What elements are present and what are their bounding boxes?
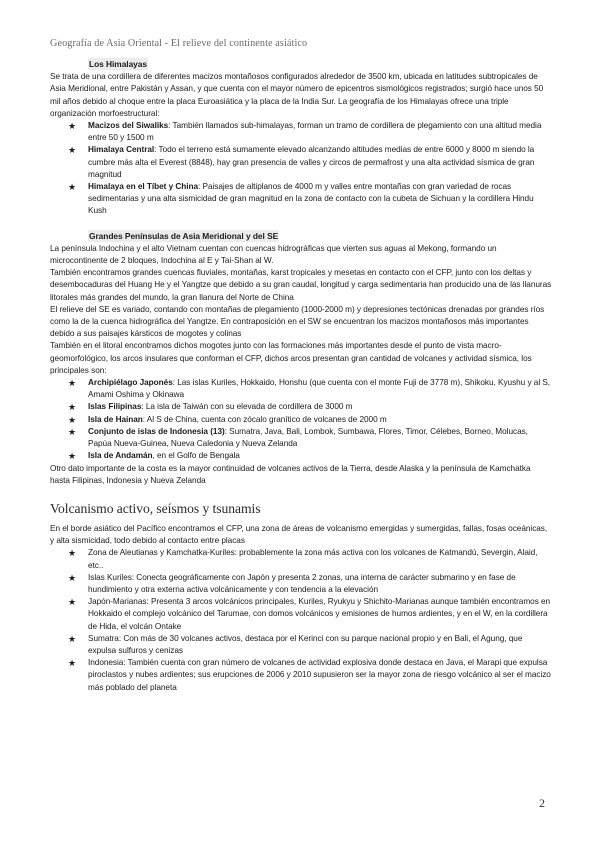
star-icon: ★ [68, 633, 77, 644]
list-item-text: : Las islas Kuriles, Hokkaido, Honshu (que cuenta con el monte Fuji de 3778 m), Shikoku, Kyushu y al S, Amami Oshima y Okinawa [88, 378, 551, 400]
list-item-text: : También llamados sub-himalayas, forman un tramo de cordillera de plegamiento con una altitud media entre 50 y 1500 m [88, 121, 542, 143]
list-item [50, 414, 552, 426]
paragraph: También en el litoral encontramos dichos mogotes junto con las formaciones más importantes desde el punto de vista macro-geomorfológico, los arcos insulares que conforman el CFP, dichos arcos presentan gran cantidad de volcanes y actividad sísmica, los principales son: [50, 341, 532, 375]
list-item [50, 596, 552, 633]
islands-list [50, 377, 552, 462]
list-item [50, 426, 552, 450]
list-item [50, 633, 552, 657]
page-content [50, 58, 552, 694]
star-icon: ★ [68, 414, 77, 425]
star-icon: ★ [68, 597, 77, 608]
list-item [50, 450, 552, 462]
list-item-text: : Paisajes de altiplanos de 4000 m y valles entre montañas con gran variedad de rocas sedimentarias y una alta sismicidad de gran magnitud en la zona de contacto con la cubeta de Sichuan y la cordillera Hindu Kush [88, 182, 534, 216]
list-item-term: Isla de Hainan [88, 414, 143, 424]
closing-paragraph: Otro dato importante de la costa es la mayor continuidad de volcanes activos de la Tierra, desde Alaska y la península de Kamchatka hasta Filipinas, Indonesia y Nueva Zelanda [50, 463, 531, 485]
section-heading-volcanism: Volcanismo activo, seísmos y tsunamis [50, 500, 261, 516]
list-item-text: : Al S de China, cuenta con zócalo granítico de volcanes de 2000 m [142, 414, 387, 424]
list-item [50, 657, 552, 694]
star-icon: ★ [68, 548, 77, 559]
star-icon: ★ [68, 658, 77, 669]
himalayas-intro: Se trata de una cordillera de diferentes macizos montañosos configurados alrededor de 3500 km, ubicada en latitudes subtropicales de Asia Meridional, entre Pakistán y Assan, y que cuenta con el mayor número de epicentros sismológicos registrados; surgió hace unos 50 mil años debido al choque entre la placa Euroasiática y la placa de la India Sur. La geografía de los Himalayas ofrece una triple organización morfoestructural: [50, 72, 544, 118]
list-item-text: , en el Golfo de Bengala [152, 451, 240, 461]
list-item-text: Zona de Aleutianas y Kamchatka-Kuriles: probablemente la zona más activa con los volcanes de Katmandú, Severgin, Alaid, etc.. [88, 548, 538, 570]
list-item-text: Japón-Marianas: Presenta 3 arcos volcánicos principales, Kuriles, Ryukyu y Shichito-Marianas aunque también encontramos en Hokkaido el complejo volcánico del Tarumae, con domos volcánicos y emisiones de humos ardientes, y en el W, en la cordillera de Hida, el volcán Ontake [88, 597, 551, 631]
star-icon: ★ [68, 451, 77, 462]
section-title-peninsulas: Grandes Penínsulas de Asia Meridional y del SE [89, 230, 279, 241]
star-icon: ★ [68, 378, 77, 389]
star-icon: ★ [68, 402, 77, 413]
list-item-text: Sumatra: Con más de 30 volcanes activos, destaca por el Kerinci con su parque nacional propio y en Bali, el Agung, que expulsa sulfuros y cenizas [88, 633, 523, 655]
list-item-term: Himalaya en el Tíbet y China [88, 182, 199, 192]
list-item-term: Archipiélago Japonés [88, 378, 173, 388]
list-item-text: Islas Kuriles: Conecta geográficamente con Japón y presenta 2 zonas, una interna de carácter submarino y en fase de hundimiento y otra externa activa volcánicamente y con tendencia a la elevación [88, 572, 516, 594]
section-volcanism [50, 501, 552, 694]
list-item-term: Islas Filipinas [88, 402, 142, 412]
list-item [50, 401, 552, 413]
section-title-himalayas: Los Himalayas [89, 59, 148, 69]
paragraph: El relieve del SE es variado, contando con montañas de plegamiento (1000-2000 m) y depresiones tectónicas drenadas por grandes ríos como la de la cuenca hidrográfica del Yangtze. En contraposición en el SW se encuentran los macizos montañosos más importantes debido a sus paisajes kársticos de mogotes y colinas [50, 304, 545, 339]
list-item-term: Macizos del Siwaliks [88, 121, 169, 131]
list-item-text: Indonesia: También cuenta con gran número de volcanes de actividad explosiva donde destaca en Java, el Marapi que expulsa piroclastos y nubes ardientes; sus erupciones de 2006 y 2010 supusieron ser la mayor zona de riesgo volcánico al ser el macizo más poblado del planeta [88, 658, 551, 692]
list-item-text: : Sumatra, Java, Bali, Lombok, Sumbawa, Flores, Timor, Célebes, Borneo, Molucas, Papúa Nueva-Guinea, Nueva Caledonia y Nueva Zelanda [88, 426, 528, 449]
list-item [50, 572, 552, 596]
list-item-term: Himalaya Central [88, 145, 155, 155]
list-item-text: : Todo el terreno está sumamente elevado alcanzando altitudes medias de entre 6000 y 8000 m siendo la cumbre más alta el Everest (8848), hay gran presencia de valles y circos de permafrost y una alta actividad sísmica de gran magnitud [88, 145, 535, 179]
spacer [50, 218, 552, 230]
volcanism-intro: En el borde asiático del Pacífico encontramos el CFP, una zona de áreas de volcanismo emergidas y sumergidas, fallas, fosas oceánicas, y alta sismicidad, todo debido al contacto entre placas [50, 523, 548, 546]
paragraph: La península Indochina y el alto Vietnam cuentan con cuencas hidrográficas que vierten sus aguas al Mekong, formando un microcontinente de 2 bloques, Indochina al E y Tai-Shan al W. [50, 243, 497, 266]
section-himalayas [50, 58, 552, 218]
list-item-term: Isla de Andamán [88, 451, 153, 461]
star-icon: ★ [68, 145, 77, 156]
star-icon: ★ [68, 572, 77, 583]
list-item-text: : La isla de Taiwán con su elevada de cordillera de 3000 m [141, 402, 353, 412]
list-item [50, 144, 552, 181]
section-peninsulas [50, 230, 552, 487]
star-icon: ★ [68, 121, 77, 132]
star-icon: ★ [68, 182, 77, 193]
list-item [50, 181, 552, 218]
running-header: Geografía de Asia Oriental - El relieve del continente asiático [50, 38, 308, 49]
volcanism-list [50, 547, 552, 693]
himalayas-list [50, 120, 552, 218]
star-icon: ★ [68, 426, 77, 437]
list-item [50, 377, 552, 401]
list-item-term: Conjunto de islas de Indonesia (13) [88, 426, 225, 436]
page-number: 2 [539, 796, 545, 810]
paragraph: También encontramos grandes cuencas fluviales, montañas, karst tropicales y mesetas en contacto con el CFP, junto con los deltas y desembocaduras del Huang He y el Yangtze que debido a su gran caudal, longitud y carga sedimentaria han producido una de las llanuras litorales más grandes del mundo, la gran llanura del Norte de China [50, 268, 552, 302]
list-item [50, 120, 552, 144]
list-item [50, 547, 552, 571]
